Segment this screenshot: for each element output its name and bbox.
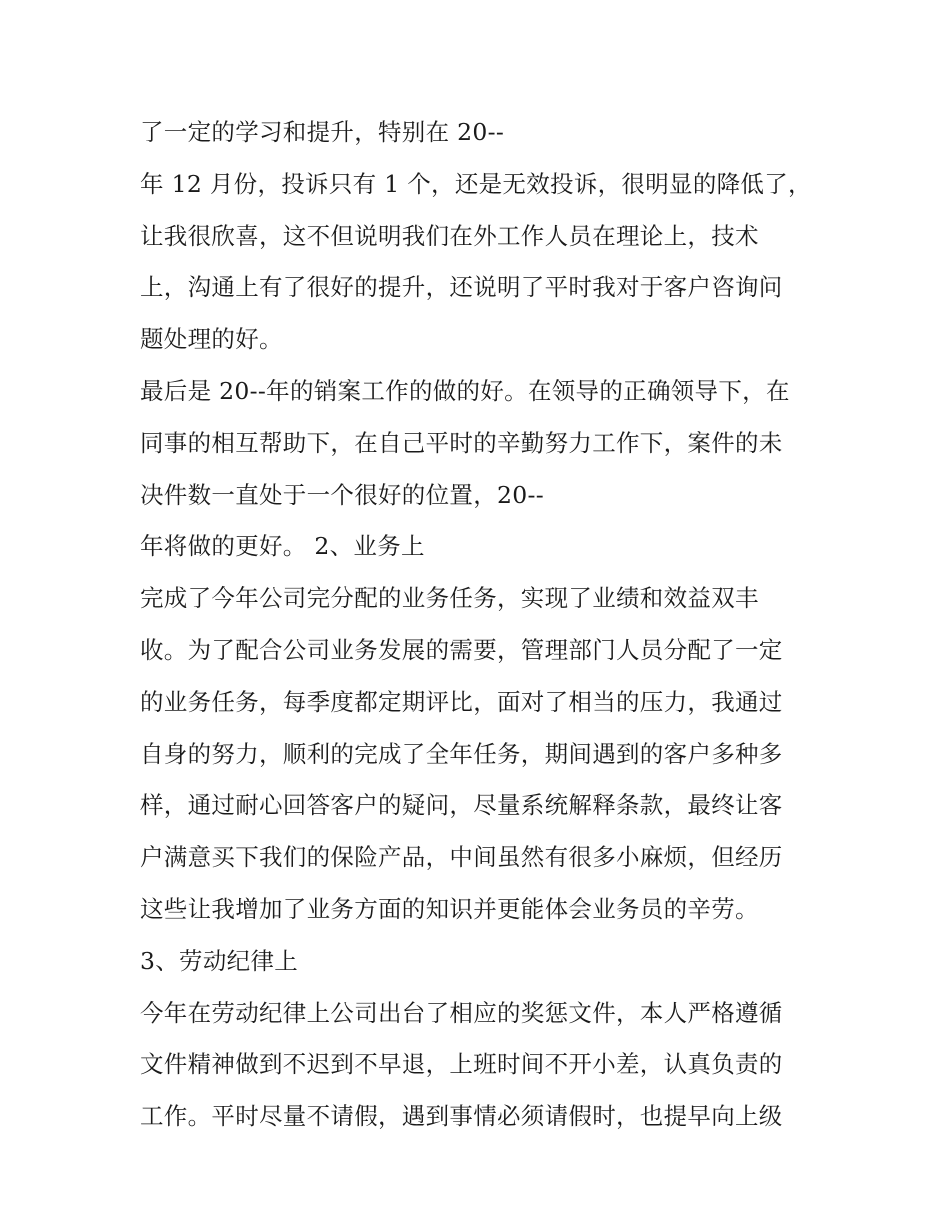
section-heading-discipline: 3、劳动纪律上: [140, 946, 299, 975]
text-line: 同事的相互帮助下，在自己平时的辛勤努力工作下，案件的未: [140, 428, 783, 457]
text-line: 最后是 20--年的销案工作的做的好。在领导的正确领导下，在: [140, 376, 790, 405]
text-line: 完成了今年公司完分配的业务任务，实现了业绩和效益双丰: [140, 584, 759, 613]
body-text: [140, 107, 820, 1143]
text-line: 收。为了配合公司业务发展的需要，管理部门人员分配了一定: [140, 635, 783, 664]
text-line: 工作。平时尽量不请假，遇到事情必须请假时，也提早向上级: [140, 1102, 783, 1131]
text-line: 今年在劳动纪律上公司出台了相应的奖惩文件，本人严格遵循: [140, 998, 783, 1027]
text-line: 文件精神做到不迟到不早退，上班时间不开小差，认真负责的: [140, 1050, 783, 1079]
text-line: 了一定的学习和提升，特别在 20--: [140, 118, 505, 146]
text-line: 上，沟通上有了很好的提升，还说明了平时我对于客户咨询问: [140, 273, 783, 302]
text-line: 样，通过耐心回答客户的疑问，尽量系统解释条款，最终让客: [140, 791, 783, 820]
text-line: 决件数一直处于一个很好的位置，20--: [140, 480, 544, 509]
text-line: 让我很欣喜，这不但说明我们在外工作人员在理论上，技术: [140, 221, 759, 250]
text-line: 年 12 月份，投诉只有 1 个，还是无效投诉，很明显的降低了，: [140, 169, 812, 198]
text-line: 户满意买下我们的保险产品，中间虽然有很多小麻烦，但经历: [140, 843, 783, 872]
text-line: 自身的努力，顺利的完成了全年任务，期间遇到的客户多种多: [140, 739, 783, 768]
text-line: 这些让我增加了业务方面的知识并更能体会业务员的辛劳。: [140, 894, 759, 923]
section-heading-business: 年将做的更好。 2、业务上: [140, 532, 425, 561]
text-line: 的业务任务，每季度都定期评比，面对了相当的压力，我通过: [140, 687, 783, 716]
text-line: 题处理的好。: [140, 325, 283, 354]
